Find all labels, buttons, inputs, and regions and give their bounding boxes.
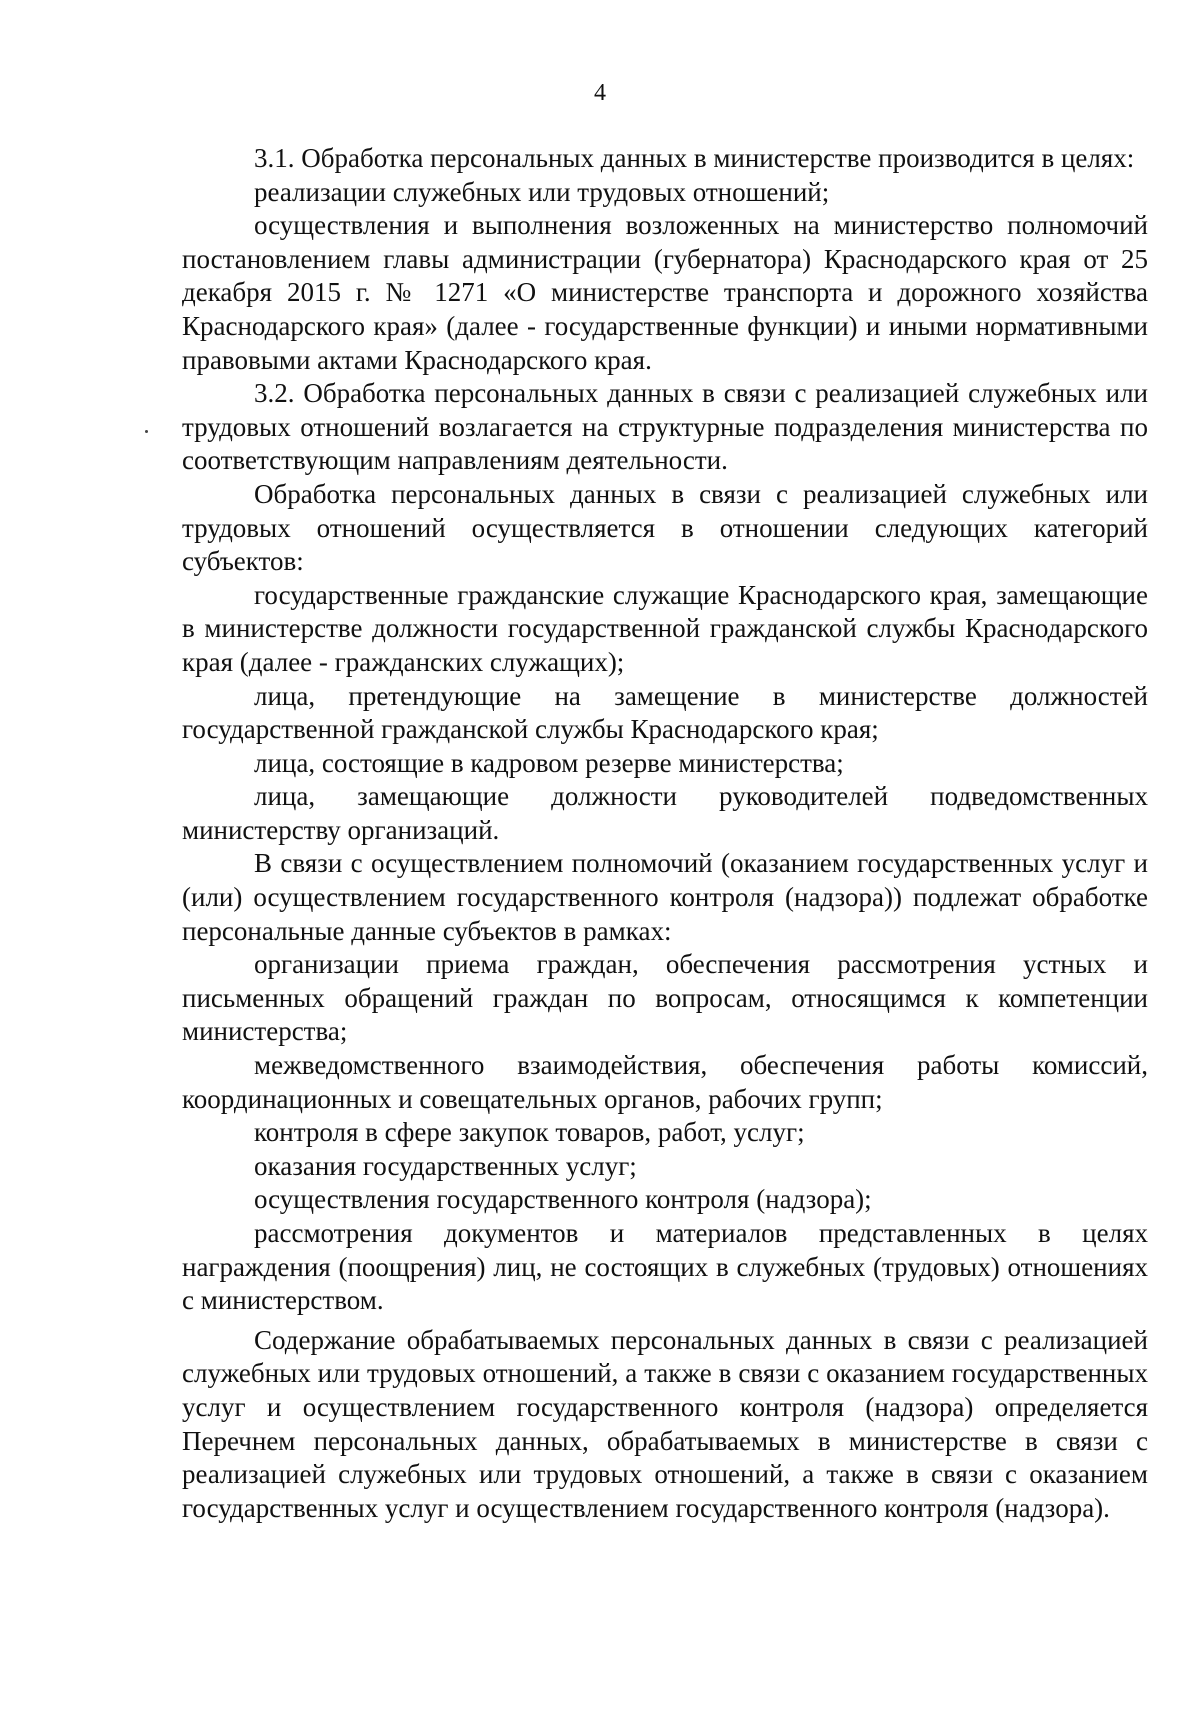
paragraph-purpose-service-relations: реализации служебных или трудовых отношений; [254, 176, 830, 207]
paragraph-powers-intro: В связи с осуществлением полномочий (оказанием государственных услуг и (или) осуществлением государственного контроля (надзора)) подлежат обработке персональные данные субъектов в рамках: [182, 848, 1148, 946]
paragraph-civil-servants: государственные гражданские служащие Краснодарского края, замещающие в министерстве должности государственной гражданской службы Краснодарского края (далее - гражданских служащих); [182, 579, 1148, 677]
paragraph-purpose-state-functions: осуществления и выполнения возложенных на министерство полномочий постановлением главы администрации (губернатора) Краснодарского края от 25 декабря 2015 г. № 1271 «О министерстве транспорта и дорожного хозяйства Краснодарского края» (далее - государственные функции) и иными нормативными правовыми актами Краснодарского края. [182, 210, 1148, 375]
paragraph-awards: рассмотрения документов и материалов представленных в целях награждения (поощрения) лиц, не состоящих в служебных (трудовых) отношениях с министерством. [182, 1218, 1148, 1316]
page-number: 4 [594, 80, 606, 106]
paragraph-3-1: 3.1. Обработка персональных данных в министерстве производится в целях: [254, 143, 1135, 173]
paragraph-citizen-reception: организации приема граждан, обеспечения рассмотрения устных и письменных обращений граждан по вопросам, относящимся к компетенции министерства; [182, 949, 1148, 1047]
paragraph-subject-categories-intro: Обработка персональных данных в связи с реализацией служебных или трудовых отношений осуществляется в отношении следующих категорий субъектов: [182, 478, 1148, 577]
paragraph-data-content: Содержание обрабатываемых персональных данных в связи с реализацией служебных или трудовых отношений, а также в связи с оказанием государственных услуг и осуществлением государственного контроля (надзора) определяется Перечнем персональных данных, обрабатываемых в министерстве в связи с реализацией служебных или трудовых отношений, а также в связи с оказанием государственных услуг и осуществлением государственного контроля (надзора). [182, 1324, 1148, 1523]
paragraph-state-control: осуществления государственного контроля (надзора); [254, 1184, 872, 1215]
paragraph-interagency: межведомственного взаимодействия, обеспечения работы комиссий, координационных и совещательных органов, рабочих групп; [182, 1050, 1148, 1114]
paragraph-candidates: лица, претендующие на замещение в министерстве должностей государственной гражданской службы Краснодарского края; [182, 680, 1148, 745]
paragraph-public-services: оказания государственных услуг; [254, 1150, 637, 1181]
paragraph-3-2: 3.2. Обработка персональных данных в связи с реализацией служебных или трудовых отношений возлагается на структурные подразделения министерства по соответствующим направлениям деятельности. [182, 378, 1148, 476]
paragraph-heads-of-organizations: лица, замещающие должности руководителей подведомственных министерству организаций. [182, 781, 1148, 845]
paragraph-personnel-reserve: лица, состоящие в кадровом резерве министерства; [254, 747, 844, 778]
document-body [182, 142, 1148, 1525]
paragraph-procurement-control: контроля в сфере закупок товаров, работ, услуг; [254, 1117, 805, 1148]
scan-artifact-dot [145, 430, 148, 433]
